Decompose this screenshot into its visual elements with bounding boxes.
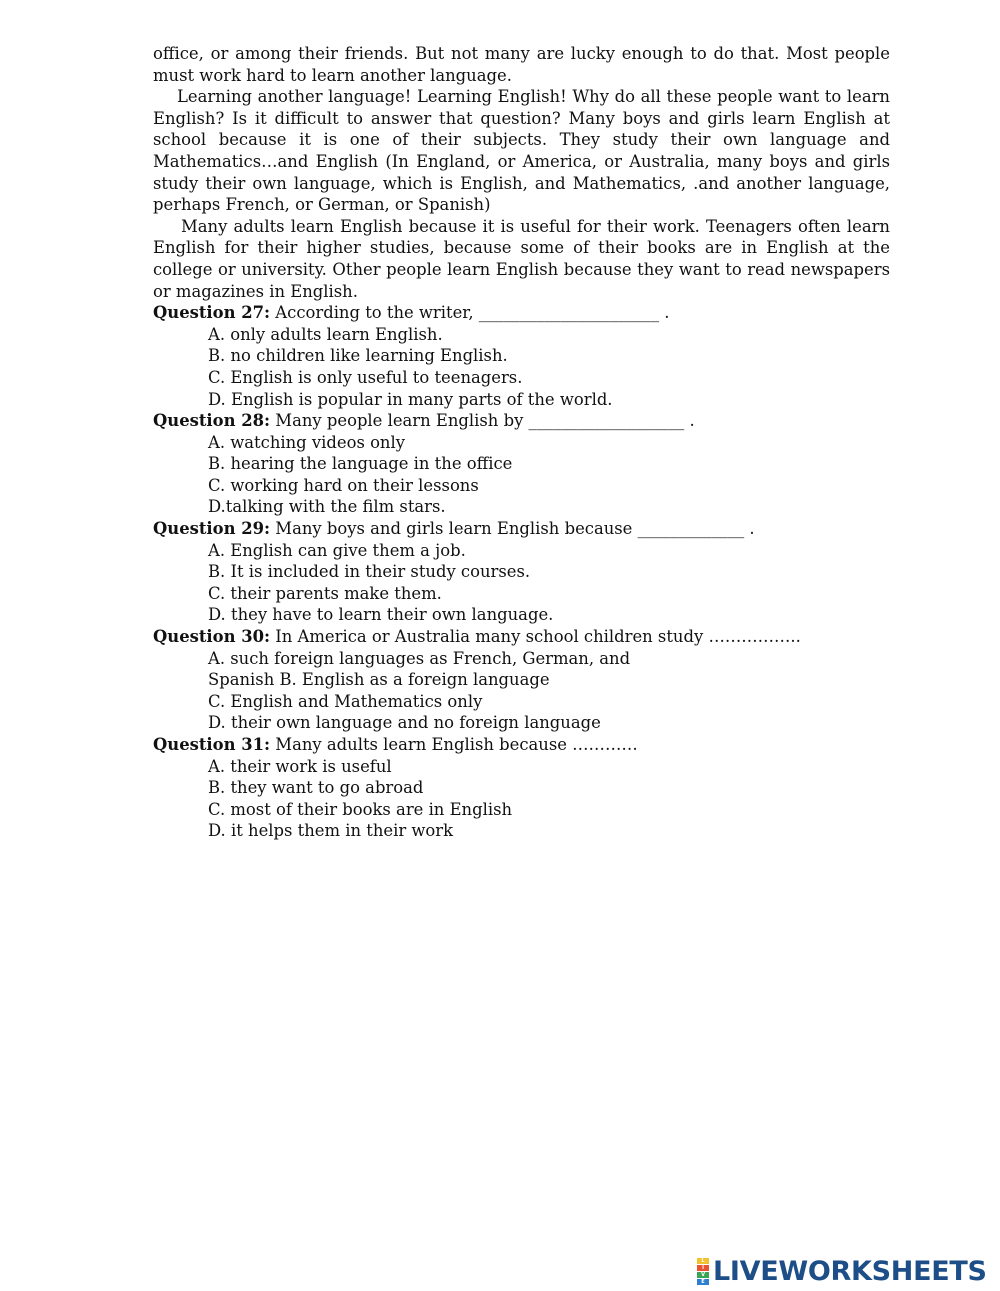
question-27 (153, 302, 890, 410)
answer-option[interactable]: A. English can give them a job. (208, 540, 466, 560)
answer-option[interactable]: D.talking with the film stars. (208, 497, 446, 517)
question-29 (153, 518, 890, 626)
answer-option[interactable]: A. such foreign languages as French, German, and (208, 648, 631, 668)
question-stem: Many adults learn English because ………… (275, 735, 638, 754)
logo-mark-letter: V (697, 1272, 709, 1278)
answer-option[interactable]: C. English and Mathematics only (208, 691, 483, 711)
question-28 (153, 410, 890, 518)
answer-option[interactable]: A. their work is useful (208, 756, 392, 776)
logo-mark-letter: L (697, 1258, 709, 1264)
question-label: Question 29: (153, 519, 271, 539)
answer-option[interactable]: B. no children like learning English. (208, 346, 508, 366)
question-label: Question 27: (153, 303, 271, 323)
answer-option[interactable]: A. watching videos only (208, 432, 405, 452)
liveworksheets-logo (697, 1256, 987, 1286)
logo-mark-icon (697, 1258, 709, 1285)
passage-paragraph-1: office, or among their friends. But not many are lucky enough to do that. Most people must work hard to learn another language. (153, 44, 890, 85)
answer-option[interactable]: D. they have to learn their own language. (208, 605, 554, 625)
answer-option[interactable]: Spanish B. English as a foreign language (208, 670, 550, 690)
answer-option[interactable]: C. English is only useful to teenagers. (208, 367, 523, 387)
logo-mark-letter: I (697, 1265, 709, 1271)
question-stem: According to the writer, ______________________ . (275, 303, 670, 323)
answer-option[interactable]: C. their parents make them. (208, 583, 442, 603)
answer-option[interactable]: D. their own language and no foreign language (208, 713, 601, 733)
passage-paragraph-3: Many adults learn English because it is useful for their work. Teenagers often learn English for their higher studies, because some of their books are in English at the college or university. Other people learn English because they want to read newspapers or magazines in English. (153, 216, 890, 301)
answer-option[interactable]: B. It is included in their study courses. (208, 562, 531, 582)
answer-option[interactable]: C. working hard on their lessons (208, 475, 479, 495)
answer-option[interactable]: C. most of their books are in English (208, 799, 513, 819)
question-31 (153, 734, 890, 842)
question-label: Question 28: (153, 411, 271, 431)
passage-paragraph-2: Learning another language! Learning English! Why do all these people want to learn English? Is it difficult to answer that question? Many boys and girls learn English at school because it is one of their subjects. They study their own language and Mathematics…and English (In England, or America, or Australia, many boys and girls study their own language, which is English, and Mathematics, .and another language, perhaps French, or German, or Spanish) (153, 87, 890, 215)
question-stem: Many people learn English by ___________________ . (275, 411, 695, 431)
answer-option[interactable]: D. it helps them in their work (208, 821, 454, 841)
question-label: Question 30: (153, 627, 271, 647)
question-30 (153, 626, 890, 734)
answer-option[interactable]: A. only adults learn English. (208, 324, 443, 344)
answer-option[interactable]: B. they want to go abroad (208, 778, 424, 798)
question-stem: In America or Australia many school children study …………….. (275, 627, 801, 647)
question-label: Question 31: (153, 735, 271, 754)
question-stem: Many boys and girls learn English because _____________ . (275, 519, 755, 539)
answer-option[interactable]: B. hearing the language in the office (208, 454, 513, 474)
logo-wordmark: LIVEWORKSHEETS (713, 1255, 987, 1287)
worksheet-page (153, 43, 890, 842)
logo-mark-letter: E (697, 1279, 709, 1285)
answer-option[interactable]: D. English is popular in many parts of the world. (208, 389, 613, 409)
